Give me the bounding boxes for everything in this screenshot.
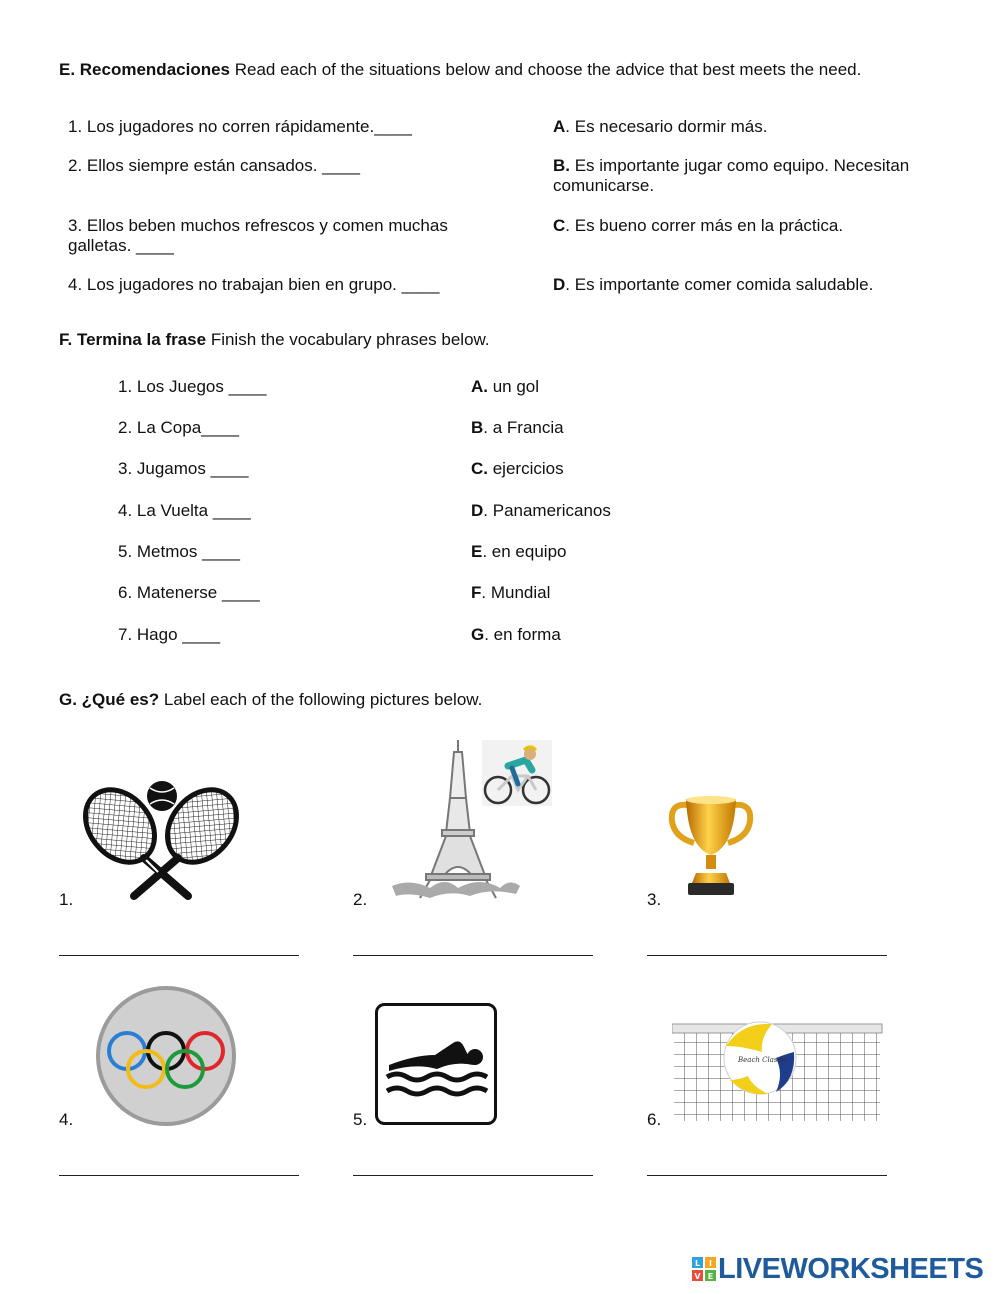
volleyball-net-icon: [672, 1018, 884, 1128]
situation-1: 1. Los jugadores no corren rápidamente.____: [68, 117, 413, 136]
ending-c: C. ejercicios: [471, 459, 564, 478]
advice-b: B. Es importante jugar como equipo. Necesitan comunicarse.: [553, 156, 910, 195]
liveworksheets-logo-icon: [692, 1257, 716, 1281]
advice-d: D. Es importante comer comida saludable.: [553, 275, 874, 294]
section-e-instruction: Read each of the situations below and choose the advice that best meets the need.: [230, 60, 862, 79]
advice-a: A. Es necesario dormir más.: [553, 117, 768, 136]
phrase-6: 6. Matenerse ____: [118, 583, 260, 602]
ending-g: G. en forma: [471, 625, 561, 644]
situation-3: 3. Ellos beben muchos refrescos y comen muchas galletas. ____: [68, 216, 448, 255]
picture-number-1: 1.: [59, 890, 74, 909]
picture-number-3: 3.: [647, 890, 662, 909]
liveworksheets-logo: [692, 1254, 983, 1284]
olympic-rings-icon: [95, 985, 237, 1127]
eiffel-tower-cyclist-icon: [390, 738, 555, 908]
answer-line-6[interactable]: [647, 1175, 887, 1176]
advice-c: C. Es bueno correr más en la práctica.: [553, 216, 844, 235]
situation-4: 4. Los jugadores no trabajan bien en grupo. ____: [68, 275, 440, 294]
ending-d: D. Panamericanos: [471, 501, 611, 520]
phrase-4: 4. La Vuelta ____: [118, 501, 251, 520]
section-f-instruction: Finish the vocabulary phrases below.: [206, 330, 490, 349]
answer-line-5[interactable]: [353, 1175, 593, 1176]
section-e-heading: [59, 60, 861, 80]
liveworksheets-wordmark: LIVEWORKSHEETS: [718, 1253, 984, 1285]
section-g-heading: [59, 690, 482, 710]
svg-text:L: L: [694, 1259, 701, 1268]
section-e-title: E. Recomendaciones: [59, 60, 231, 79]
answer-line-3[interactable]: [647, 955, 887, 956]
svg-text:Beach Classic: Beach Classic: [738, 1056, 788, 1064]
picture-number-2: 2.: [353, 890, 368, 909]
ending-e: E. en equipo: [471, 542, 567, 561]
phrase-2: 2. La Copa____: [118, 418, 239, 437]
tennis-rackets-icon: [80, 778, 242, 902]
svg-text:I: I: [709, 1259, 712, 1268]
phrase-7: 7. Hago ____: [118, 625, 221, 644]
picture-number-4: 4.: [59, 1110, 74, 1129]
svg-text:E: E: [707, 1272, 714, 1281]
section-g-instruction: Label each of the following pictures below.: [159, 690, 483, 709]
trophy-cup-icon: [668, 793, 754, 901]
swimmer-icon: [375, 1003, 497, 1125]
answer-line-2[interactable]: [353, 955, 593, 956]
phrase-1: 1. Los Juegos ____: [118, 377, 267, 396]
ending-f: F. Mundial: [471, 583, 551, 602]
picture-number-5: 5.: [353, 1110, 368, 1129]
ending-a: A. un gol: [471, 377, 540, 396]
ending-b: B. a Francia: [471, 418, 564, 437]
answer-line-4[interactable]: [59, 1175, 299, 1176]
situation-2: 2. Ellos siempre están cansados. ____: [68, 156, 361, 175]
phrase-3: 3. Jugamos ____: [118, 459, 249, 478]
phrase-5: 5. Metmos ____: [118, 542, 240, 561]
svg-text:V: V: [694, 1272, 701, 1281]
section-f-title: F. Termina la frase: [59, 330, 207, 349]
section-g-title: G. ¿Qué es?: [59, 690, 160, 709]
section-f-heading: [59, 330, 490, 350]
answer-line-1[interactable]: [59, 955, 299, 956]
picture-number-6: 6.: [647, 1110, 662, 1129]
